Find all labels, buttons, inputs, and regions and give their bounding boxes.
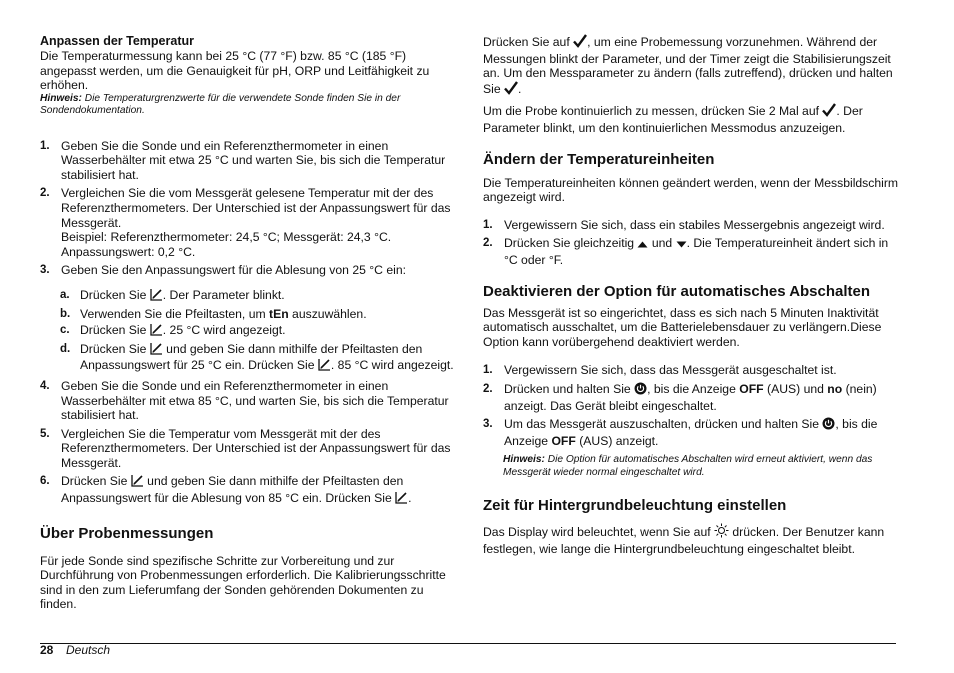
power-icon xyxy=(822,417,835,434)
arrow-up-icon xyxy=(637,238,648,253)
measure-paragraph: Drücken Sie auf , um eine Probemessung vorzunehmen. Während der Messungen blinkt der Parameter, und der Timer zeigt die Stabilisierungszeit an. Um den Messparameter zu ändern (falls zutreffend), drücken und halten Sie . xyxy=(483,34,899,98)
list-item: 2. Drücken Sie gleichzeitig und . Die Temperatureinheit ändert sich in °C oder °F. xyxy=(483,236,889,267)
note-auto-off xyxy=(483,454,899,479)
adjust-steps-list xyxy=(40,139,456,278)
list-item: 1. Vergewissern Sie sich, dass ein stabiles Messergebnis angezeigt wird. xyxy=(483,217,885,232)
note-temperature-limits xyxy=(40,93,456,118)
calibrate-pencil-icon xyxy=(150,342,163,359)
units-steps-list xyxy=(483,218,899,268)
heading-temperature-units: Ändern der Temperatureinheiten xyxy=(483,150,715,168)
heading-auto-off: Deaktivieren der Option für automatisches Abschalten xyxy=(483,282,871,300)
calibrate-pencil-icon xyxy=(131,474,144,491)
right-column xyxy=(483,34,899,556)
note-text: Die Temperaturgrenzwerte für die verwendete Sonde finden Sie in der Sondendokumentation. xyxy=(40,92,401,117)
backlight-icon xyxy=(714,523,729,542)
list-item: 1. Geben Sie die Sonde und ein Referenzthermometer in einen Wasserbehälter mit etwa 25 °C und warten Sie, bis sich die Temperatur stabilisiert hat. xyxy=(40,138,446,182)
list-item: 6. Drücken Sie und geben Sie dann mithilfe der Pfeiltasten den Anpassungswert für die Ablesung von 85 °C ein. Drücken Sie . xyxy=(40,474,456,507)
temperature-units-text: Die Temperatureinheiten können geändert werden, wenn der Messbildschirm angezeigt wird. xyxy=(483,175,899,205)
sample-measurements-text: Für jede Sonde sind spezifische Schritte zur Vorbereitung und zur Durchführung von Probenmessungen erforderlich. Die Kalibrierungsschritte sind in den zum Lieferumfang der Sonden gehörenden Dokumenten zu finden. xyxy=(40,553,446,612)
list-item: 3. Geben Sie den Anpassungswert für die Ablesung von 25 °C ein: xyxy=(40,263,406,278)
calibrate-pencil-icon xyxy=(150,323,163,340)
list-item: d. Drücken Sie und geben Sie dann mithilfe der Pfeiltasten den Anpassungswert für 25 °C ein. Drücken Sie . 85 °C wird angezeigt. xyxy=(40,342,456,375)
check-icon xyxy=(822,103,836,121)
list-item: 2. Vergleichen Sie die vom Messgerät gelesene Temperatur mit der des Referenzthermometers. Der Unterschied ist der Anpassungswert für das Messgerät. Beispiel: Referenzthermometer: 24,5 °C; Messgerät: 24,3 °C. Anpassungswert: 0,2 °C. xyxy=(40,186,451,259)
left-column xyxy=(40,34,456,612)
heading-temperature-adjust: Anpassen der Temperatur xyxy=(40,34,194,48)
heading-backlight: Zeit für Hintergrundbeleuchtung einstellen xyxy=(483,497,787,515)
list-item: 3. Um das Messgerät auszuschalten, drücken und halten Sie , bis die Anzeige OFF (AUS) anzeigt. xyxy=(483,417,878,448)
continuous-paragraph: Um die Probe kontinuierlich zu messen, drücken Sie 2 Mal auf . Der Parameter blinkt, um den kontinuierlichen Messmodus anzuzeigen. xyxy=(483,104,863,135)
list-item: a. Drücken Sie . Der Parameter blinkt. xyxy=(40,288,456,305)
backlight-text: Das Display wird beleuchtet, wenn Sie auf drücken. Der Benutzer kann festlegen, wie lange die Hintergrundbeleuchtung eingeschaltet bleibt. xyxy=(483,525,885,556)
footer-language: Deutsch xyxy=(66,643,111,657)
calibrate-pencil-icon xyxy=(318,358,331,375)
adjust-substeps-list xyxy=(40,288,456,375)
power-icon xyxy=(634,382,647,399)
note-label: Hinweis: xyxy=(40,92,82,104)
list-item: 2. Drücken und halten Sie , bis die Anzeige OFF (AUS) und no (nein) anzeigt. Das Gerät bleibt eingeschaltet. xyxy=(483,381,877,413)
check-icon xyxy=(573,34,587,52)
page-number: 28 xyxy=(40,643,54,657)
temperature-adjust-intro: Die Temperaturmessung kann bei 25 °C (77 °F) bzw. 85 °C (185 °F) angepasst werden, um die Genauigkeit für pH, ORP und Leitfähigkeit zu erhöhen. xyxy=(40,49,430,93)
list-item: 5. Vergleichen Sie die Temperatur vom Messgerät mit der des Referenzthermometers. Der Unterschied ist der Anpassungswert für das Messgerät. xyxy=(40,426,451,470)
note-label: Hinweis: xyxy=(503,454,545,466)
list-item: 1. Vergewissern Sie sich, dass das Messgerät ausgeschaltet ist. xyxy=(483,363,837,378)
adjust-steps-list-2 xyxy=(40,379,456,508)
calibrate-pencil-icon xyxy=(150,288,163,305)
auto-off-text: Das Messgerät ist so eingerichtet, dass es sich nach 5 Minuten Inaktivität automatisch ausschaltet, um die Batterielebensdauer zu verlängern.Diese Option kann vorübergehend deaktiviert werden. xyxy=(483,305,882,349)
list-item: c. Drücken Sie . 25 °C wird angezeigt. xyxy=(40,323,456,340)
footer-rule xyxy=(40,643,896,644)
check-icon xyxy=(504,81,518,99)
list-item: 4. Geben Sie die Sonde und ein Referenzthermometer in einen Wasserbehälter mit etwa 85 °C, und warten Sie, bis sich die Temperatur stabilisiert hat. xyxy=(40,378,449,423)
calibrate-pencil-icon xyxy=(395,491,408,508)
heading-sample-measurements: Über Probenmessungen xyxy=(40,524,214,542)
list-item: b. Verwenden Sie die Pfeiltasten, um tEn auszuwählen. xyxy=(60,306,367,321)
arrow-down-icon xyxy=(676,238,687,253)
note-text: Die Option für automatisches Abschalten wird erneut aktiviert, wenn das Messgerät wieder normal eingeschaltet wird. xyxy=(503,454,873,478)
auto-off-steps-list xyxy=(483,363,899,448)
